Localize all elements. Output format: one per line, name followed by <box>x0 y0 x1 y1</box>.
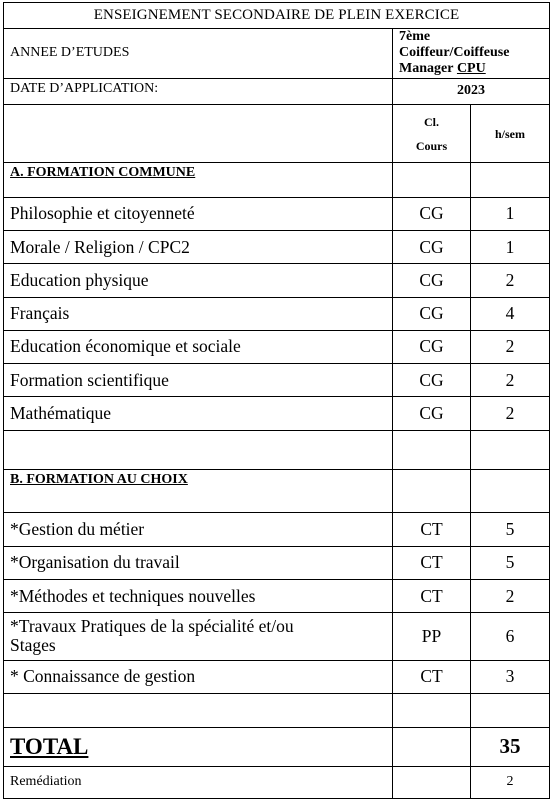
table-row <box>4 330 550 363</box>
level-text: 7ème Coiffeur/Coiffeuse Manager <box>399 29 510 77</box>
course-name: *Méthodes et techniques nouvelles <box>4 579 393 612</box>
curriculum-table <box>3 2 550 799</box>
course-class: PP <box>393 613 471 660</box>
spacer-row <box>4 430 550 469</box>
year-row <box>4 29 550 78</box>
course-hours: 2 <box>471 364 550 397</box>
course-hours: 2 <box>471 397 550 430</box>
course-name: * Connaissance de gestion <box>4 660 393 693</box>
course-class: CT <box>393 513 471 546</box>
course-hours: 2 <box>471 579 550 612</box>
blank-header-cell <box>4 104 393 163</box>
course-class: CG <box>393 230 471 263</box>
course-class: CG <box>393 197 471 230</box>
table-row <box>4 397 550 430</box>
course-class: CG <box>393 397 471 430</box>
course-name: Philosophie et citoyenneté <box>4 197 393 230</box>
course-name: Mathématique <box>4 397 393 430</box>
course-name: Morale / Religion / CPC2 <box>4 230 393 263</box>
course-hours: 6 <box>471 613 550 660</box>
course-class: CG <box>393 297 471 330</box>
column-header-row <box>4 104 550 163</box>
document-title: ENSEIGNEMENT SECONDAIRE DE PLEIN EXERCICE <box>4 3 550 29</box>
annee-label: ANNEE D’ETUDES <box>4 29 393 78</box>
course-hours: 5 <box>471 546 550 579</box>
year-value: 2023 <box>393 78 550 104</box>
section-a-title: A. FORMATION COMMUNE <box>4 163 393 197</box>
course-class: CT <box>393 660 471 693</box>
course-hours: 4 <box>471 297 550 330</box>
date-row <box>4 78 550 104</box>
col-class-header: Cl. Cours <box>393 104 471 163</box>
table-row <box>4 364 550 397</box>
course-name: *Organisation du travail <box>4 546 393 579</box>
total-hours: 35 <box>471 728 550 766</box>
course-class: CG <box>393 264 471 297</box>
course-hours: 3 <box>471 660 550 693</box>
table-row <box>4 513 550 546</box>
course-name: *Gestion du métier <box>4 513 393 546</box>
cpu-text: CPU <box>456 61 486 77</box>
table-row <box>4 613 550 660</box>
remediation-row <box>4 766 550 799</box>
total-label: TOTAL <box>4 728 393 766</box>
course-class: CG <box>393 330 471 363</box>
course-class: CT <box>393 579 471 612</box>
course-hours: 5 <box>471 513 550 546</box>
col-hours-header: h/sem <box>471 104 550 163</box>
course-hours: 1 <box>471 230 550 263</box>
date-label: DATE D’APPLICATION: <box>4 78 393 104</box>
course-name: Education économique et sociale <box>4 330 393 363</box>
annee-value <box>393 29 550 78</box>
section-a-row <box>4 163 550 197</box>
table-row <box>4 230 550 263</box>
spacer-row <box>4 693 550 727</box>
table-row <box>4 264 550 297</box>
course-name: Education physique <box>4 264 393 297</box>
table-row <box>4 660 550 693</box>
section-b-title: B. FORMATION AU CHOIX <box>4 469 393 512</box>
table-row <box>4 197 550 230</box>
course-hours: 2 <box>471 264 550 297</box>
table-row <box>4 546 550 579</box>
course-name: Français <box>4 297 393 330</box>
header-row <box>4 3 550 29</box>
table-row <box>4 297 550 330</box>
section-b-row <box>4 469 550 512</box>
total-row <box>4 728 550 766</box>
course-hours: 1 <box>471 197 550 230</box>
course-hours: 2 <box>471 330 550 363</box>
curriculum-sheet <box>3 2 549 799</box>
course-class: CT <box>393 546 471 579</box>
remediation-hours: 2 <box>471 766 550 799</box>
remediation-label: Remédiation <box>4 766 393 799</box>
course-name: Formation scientifique <box>4 364 393 397</box>
course-name: *Travaux Pratiques de la spécialité et/ou Stages <box>4 613 393 660</box>
course-class: CG <box>393 364 471 397</box>
table-row <box>4 579 550 612</box>
